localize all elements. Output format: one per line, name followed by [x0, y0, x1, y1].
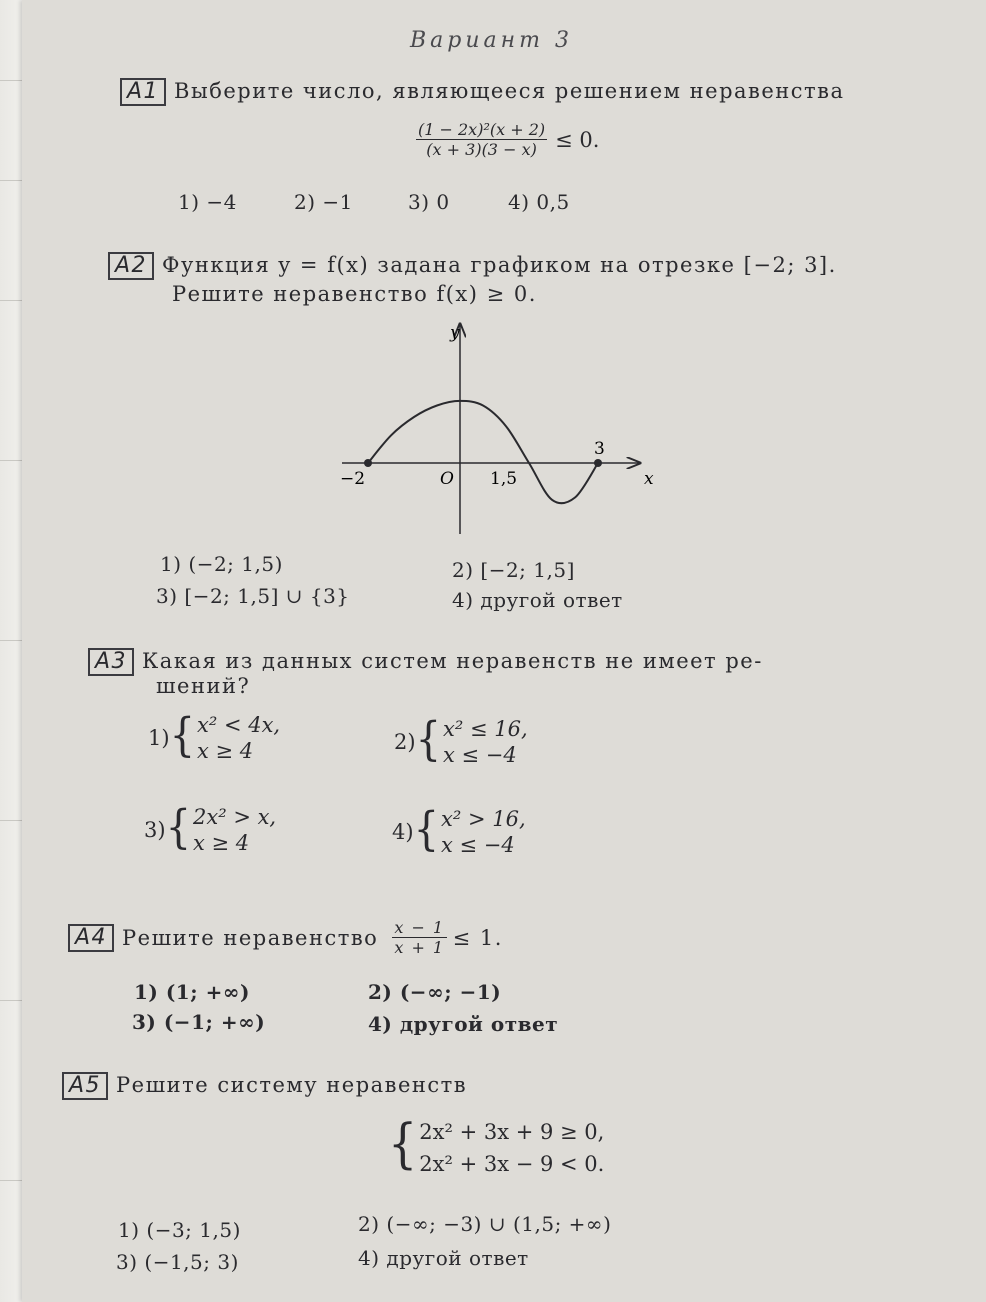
tick-label-1-5: 1,5	[490, 469, 518, 489]
a5-option-4[interactable]: 4) другой ответ	[358, 1246, 529, 1270]
a4-question	[68, 918, 503, 957]
x-axis-label: x	[644, 469, 654, 489]
a5-question	[62, 1072, 467, 1100]
a4-option-4[interactable]: 4) другой ответ	[368, 1012, 559, 1036]
a1-option-4[interactable]: 4) 0,5	[508, 190, 570, 214]
a2-option-3[interactable]: 3) [−2; 1,5] ∪ {3}	[156, 584, 350, 608]
a1-numerator: (1 − 2x)²(x + 2)	[418, 120, 546, 139]
a5-line2: 2x² + 3x − 9 < 0.	[419, 1152, 605, 1176]
a1-option-3[interactable]: 3) 0	[408, 190, 450, 214]
a1-option-1[interactable]: 1) −4	[178, 190, 237, 214]
y-axis-label: y	[450, 323, 460, 343]
endpoint-left	[364, 459, 372, 467]
a1-option-2[interactable]: 2) −1	[294, 190, 353, 214]
a3-line2: шений?	[156, 674, 251, 698]
a3-system-2[interactable]: 2) { x² ≤ 16, x ≤ −4	[394, 713, 528, 767]
tick-label-minus2: −2	[340, 469, 366, 489]
a1-relation: ≤ 0.	[555, 127, 600, 152]
a3-system-3[interactable]: 3) { 2x² > x, x ≥ 4	[144, 801, 277, 855]
a5-option-3[interactable]: 3) (−1,5; 3)	[116, 1250, 239, 1274]
a5-system: { 2x² + 3x + 9 ≥ 0, 2x² + 3x − 9 < 0.	[388, 1116, 604, 1180]
worksheet	[22, 0, 986, 1302]
a2-graph	[322, 318, 662, 548]
a3-question	[88, 648, 763, 676]
a2-question	[108, 252, 837, 280]
a3-system-4[interactable]: 4) { x² > 16, x ≤ −4	[392, 803, 526, 857]
a1-tag: А1	[120, 78, 166, 106]
function-curve	[368, 401, 598, 503]
variant-title: Вариант 3	[410, 28, 573, 53]
a4-option-1[interactable]: 1) (1; +∞)	[134, 980, 250, 1004]
a2-option-1[interactable]: 1) (−2; 1,5)	[160, 552, 283, 576]
tick-label-3: 3	[594, 439, 605, 459]
a4-option-3[interactable]: 3) (−1; +∞)	[132, 1010, 266, 1034]
a5-tag: А5	[62, 1072, 108, 1100]
endpoint-right	[594, 459, 602, 467]
a1-inequality	[416, 120, 599, 159]
origin-label: O	[440, 469, 454, 489]
a5-option-1[interactable]: 1) (−3; 1,5)	[118, 1218, 241, 1242]
a2-line2: Решите неравенство f(x) ≥ 0.	[172, 282, 537, 306]
a4-numerator: x − 1	[394, 918, 445, 937]
a2-tag: А2	[108, 252, 154, 280]
a4-tag: А4	[68, 924, 114, 952]
a4-denominator: x + 1	[394, 938, 445, 957]
a3-line1: Какая из данных систем неравенств не имеет ре-	[142, 649, 763, 673]
a1-text: Выберите число, являющееся решением неравенства	[174, 79, 845, 103]
a1-denominator: (x + 3)(3 − x)	[426, 140, 537, 159]
a5-text: Решите систему неравенств	[116, 1073, 468, 1097]
a4-option-2[interactable]: 2) (−∞; −1)	[368, 980, 502, 1004]
a5-line1: 2x² + 3x + 9 ≥ 0,	[419, 1120, 605, 1144]
a4-text: Решите неравенство	[122, 925, 379, 950]
a5-option-2[interactable]: 2) (−∞; −3) ∪ (1,5; +∞)	[358, 1212, 612, 1236]
a1-question	[120, 78, 845, 106]
a2-line1: Функция y = f(x) задана графиком на отрезке [−2; 3].	[162, 253, 837, 277]
a2-option-2[interactable]: 2) [−2; 1,5]	[452, 558, 575, 582]
a4-relation: ≤ 1.	[452, 925, 503, 950]
a2-option-4[interactable]: 4) другой ответ	[452, 588, 623, 612]
a3-tag: А3	[88, 648, 134, 676]
a3-system-1[interactable]: 1) { x² < 4x, x ≥ 4	[148, 709, 281, 763]
